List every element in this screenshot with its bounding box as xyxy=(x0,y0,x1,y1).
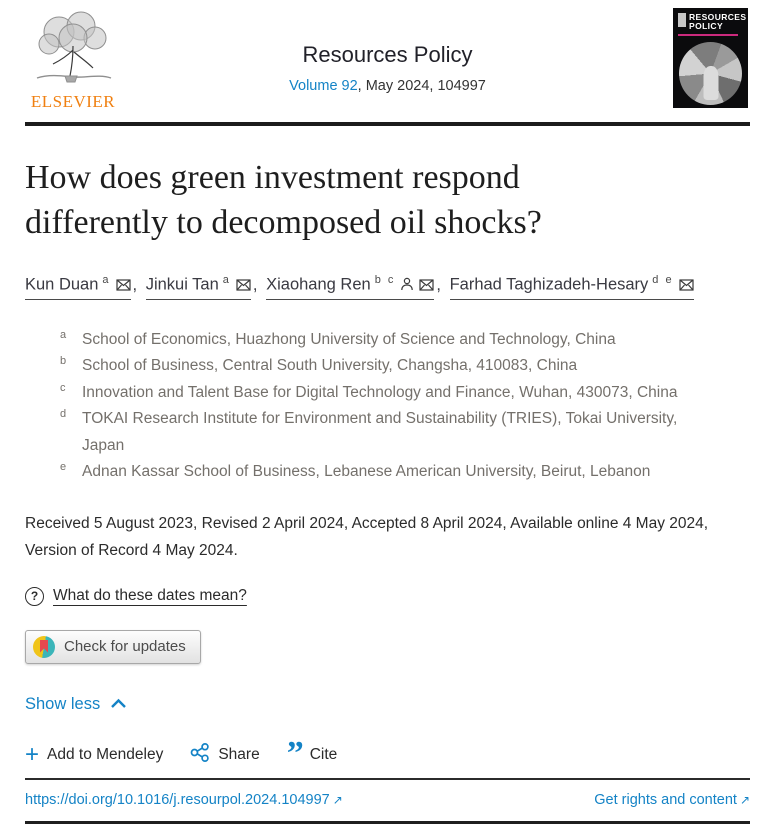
author-link[interactable]: Kun Duan $^a$ xyxy=(25,274,131,300)
question-icon: ? xyxy=(25,587,44,606)
external-link-icon: ↗ xyxy=(332,792,343,807)
affiliation-item: d TOKAI Research Institute for Environment and Sustainability (TRIES), Tokai University, Japan xyxy=(60,408,678,454)
cover-subtitle-line xyxy=(678,34,738,36)
action-bar xyxy=(25,734,750,772)
dates-help xyxy=(25,587,750,606)
plus-icon: + xyxy=(25,740,40,768)
journal-title-block xyxy=(25,0,750,94)
cover-statue-figure xyxy=(703,66,718,100)
cover-header xyxy=(678,12,747,31)
affiliation-item: c Innovation and Talent Base for Digital Technology and Finance, Wuhan, 430073, China xyxy=(60,381,678,401)
cover-mini-logo-icon xyxy=(678,13,686,27)
journal-header xyxy=(25,0,750,122)
author-link[interactable]: Xiaohang Ren $^{b c}$ xyxy=(266,274,434,300)
article-dates: Received 5 August 2023, Revised 2 April 2024, Accepted 8 April 2024, Available online 4 May 2024, Version of Record 4 May 2024. xyxy=(25,514,709,559)
check-for-updates-button[interactable]: Check for updates xyxy=(25,630,201,664)
email-icon xyxy=(679,277,694,295)
volume-link[interactable]: Volume 92 xyxy=(289,78,358,94)
crossmark-icon xyxy=(33,636,55,658)
affiliation-item: a School of Economics, Huazhong University of Science and Technology, China xyxy=(60,328,616,348)
author-list: Kun Duan $^a$ , Jinkui Tan $^a$ , Xiaohang Ren $^{b c}$ , Farhad Taghizadeh-Hesary $^{d e}$ xyxy=(25,274,750,300)
author-link[interactable]: Jinkui Tan $^a$ xyxy=(146,274,251,300)
elsevier-wordmark: ELSEVIER xyxy=(30,92,116,111)
external-link-icon: ↗ xyxy=(739,792,750,807)
affiliation-item: e Adnan Kassar School of Business, Lebanese American University, Beirut, Lebanon xyxy=(60,461,651,480)
email-icon xyxy=(116,277,131,295)
cover-title: RESOURCES POLICY xyxy=(689,12,747,31)
dates-help-link[interactable]: What do these dates mean? xyxy=(53,587,247,604)
header-divider xyxy=(25,122,750,126)
share-button[interactable]: Share xyxy=(190,743,259,767)
email-icon xyxy=(419,277,434,295)
elsevier-logo[interactable] xyxy=(25,10,121,112)
bottom-divider xyxy=(25,821,750,824)
email-icon xyxy=(236,277,251,295)
article-title: How does green investment respond differently to decomposed oil shocks? xyxy=(25,159,542,241)
cite-button[interactable]: ” Cite xyxy=(286,734,338,772)
affiliation-item: b School of Business, Central South University, Changsha, 410083, China xyxy=(60,355,578,374)
person-icon xyxy=(400,277,414,295)
journal-title-link[interactable]: Resources Policy xyxy=(302,42,473,67)
cover-globe-collage xyxy=(679,42,742,105)
add-to-mendeley-button[interactable]: + Add to Mendeley xyxy=(25,740,164,768)
get-rights-link[interactable]: Get rights and content ↗ xyxy=(594,791,750,808)
doi-link[interactable]: https://doi.org/10.1016/j.resourpol.2024.104997 ↗ xyxy=(25,791,343,808)
share-icon xyxy=(190,743,210,767)
author-link[interactable]: Farhad Taghizadeh-Hesary $^{d e}$ xyxy=(450,274,694,300)
issue-info: , May 2024, 104997 xyxy=(357,78,486,94)
show-less-toggle[interactable]: Show less xyxy=(25,695,127,714)
volume-issue-line xyxy=(25,78,750,94)
doi-row xyxy=(25,780,750,821)
chevron-up-icon xyxy=(110,695,127,714)
affiliation-list xyxy=(25,327,750,486)
journal-cover-thumbnail[interactable] xyxy=(673,8,748,108)
elsevier-tree-icon xyxy=(29,73,117,90)
cite-icon: ” xyxy=(286,734,302,772)
